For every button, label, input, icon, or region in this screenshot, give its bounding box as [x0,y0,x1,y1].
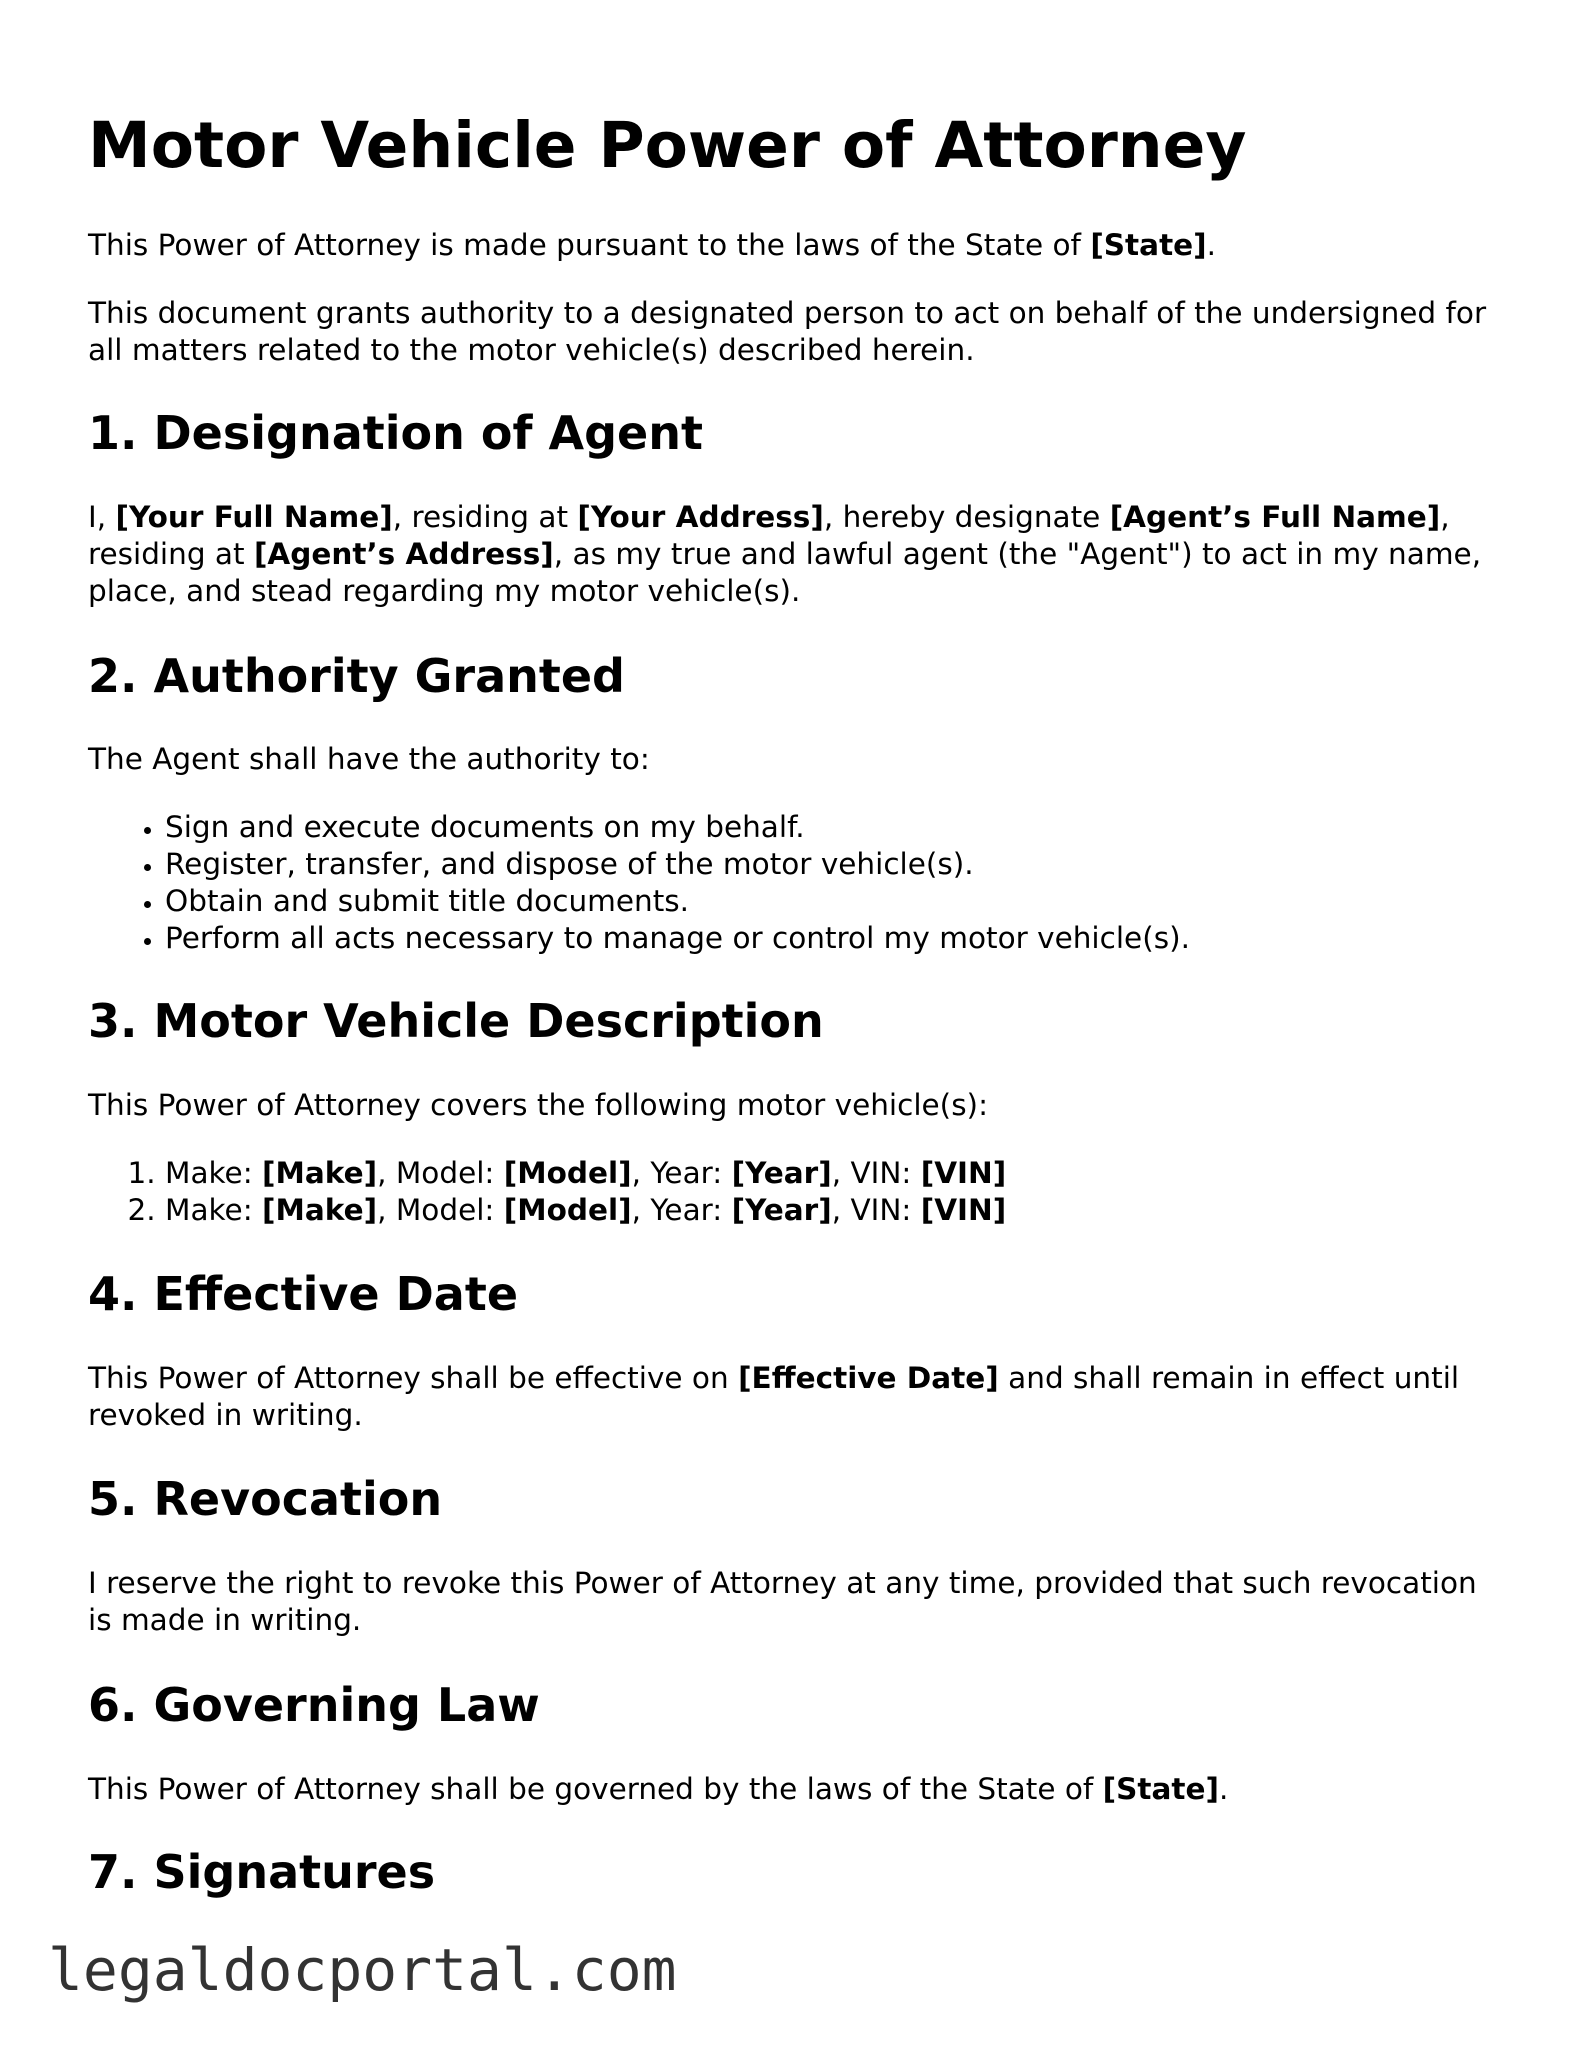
text-run: Make: [165,1193,263,1227]
text-run: . [1219,1772,1229,1806]
text-run: , as my true and lawful agent (the "Agent") to act in my name, place, and stead regarding my motor vehicle(s). [88,537,1482,608]
state-placeholder: [State] [1090,228,1207,262]
your-name-placeholder: [Your Full Name] [115,500,393,534]
list-item: • Register, transfer, and dispose of the motor vehicle(s). [165,846,1508,883]
intro-end: . [1206,228,1217,262]
section-1-heading: 1. Designation of Agent [88,406,703,460]
vehicle-list [88,1155,1508,1229]
text-run: , residing at [392,500,578,534]
watermark: legaldocportal.com [48,1936,677,2004]
section-3-intro: This Power of Attorney covers the following motor vehicle(s): [88,1088,989,1122]
vehicle-item [165,1192,1508,1229]
text-run: , VIN: [831,1156,921,1190]
section-4-heading: 4. Effective Date [88,1267,519,1321]
text-run: I, [88,500,116,534]
agent-address-placeholder: [Agent’s Address] [253,537,554,571]
vin-placeholder: [VIN] [920,1193,1007,1227]
text-run: , VIN: [831,1193,921,1227]
text-run: , residing at [88,500,1450,571]
model-placeholder: [Model] [503,1156,632,1190]
text-run: This Power of Attorney shall be governed by the laws of the State of [88,1772,1103,1806]
year-placeholder: [Year] [731,1193,832,1227]
year-placeholder: [Year] [731,1156,832,1190]
section-7-heading: 7. Signatures [88,1845,436,1899]
vehicle-item [165,1155,1508,1192]
intro-paragraph-purpose: This document grants authority to a designated person to act on behalf of the undersigned for all matters related to the motor vehicle(s) described herein. [88,296,1487,367]
section-6-heading: 6. Governing Law [88,1678,540,1732]
text-run: , Model: [377,1156,504,1190]
intro-text: This Power of Attorney is made pursuant to the laws of the State of [88,228,1091,262]
list-item: • Obtain and submit title documents. [165,883,1508,920]
section-5-heading: 5. Revocation [88,1472,443,1526]
agent-name-placeholder: [Agent’s Full Name] [1109,500,1441,534]
section-2-intro: The Agent shall have the authority to: [88,742,650,776]
list-item: • Sign and execute documents on my behalf. [165,809,1508,846]
make-placeholder: [Make] [262,1193,378,1227]
vin-placeholder: [VIN] [920,1156,1007,1190]
text-run: , Model: [377,1193,504,1227]
page-title: Motor Vehicle Power of Attorney [88,109,1247,182]
text-run: , Year: [631,1193,732,1227]
section-1-paragraph [88,499,1508,610]
authority-list [88,809,1508,957]
text-run: and shall remain in effect until revoked in writing. [88,1361,1460,1432]
section-3-heading: 3. Motor Vehicle Description [88,994,824,1048]
text-run: This Power of Attorney shall be effective on [88,1361,739,1395]
make-placeholder: [Make] [262,1156,378,1190]
effective-date-placeholder: [Effective Date] [738,1361,999,1395]
text-run: , Year: [631,1156,732,1190]
section-2-heading: 2. Authority Granted [88,649,625,703]
section-4-paragraph [88,1360,1508,1434]
your-address-placeholder: [Your Address] [577,500,824,534]
list-item: • Perform all acts necessary to manage or control my motor vehicle(s). [165,920,1508,957]
text-run: Make: [165,1156,263,1190]
model-placeholder: [Model] [503,1193,632,1227]
section-5-paragraph: I reserve the right to revoke this Power of Attorney at any time, provided that such revocation is made in writing. [88,1566,1477,1637]
state-placeholder: [State] [1102,1772,1219,1806]
section-6-paragraph [88,1771,1508,1808]
text-run: , hereby designate [823,500,1110,534]
intro-paragraph-state [88,227,1508,264]
